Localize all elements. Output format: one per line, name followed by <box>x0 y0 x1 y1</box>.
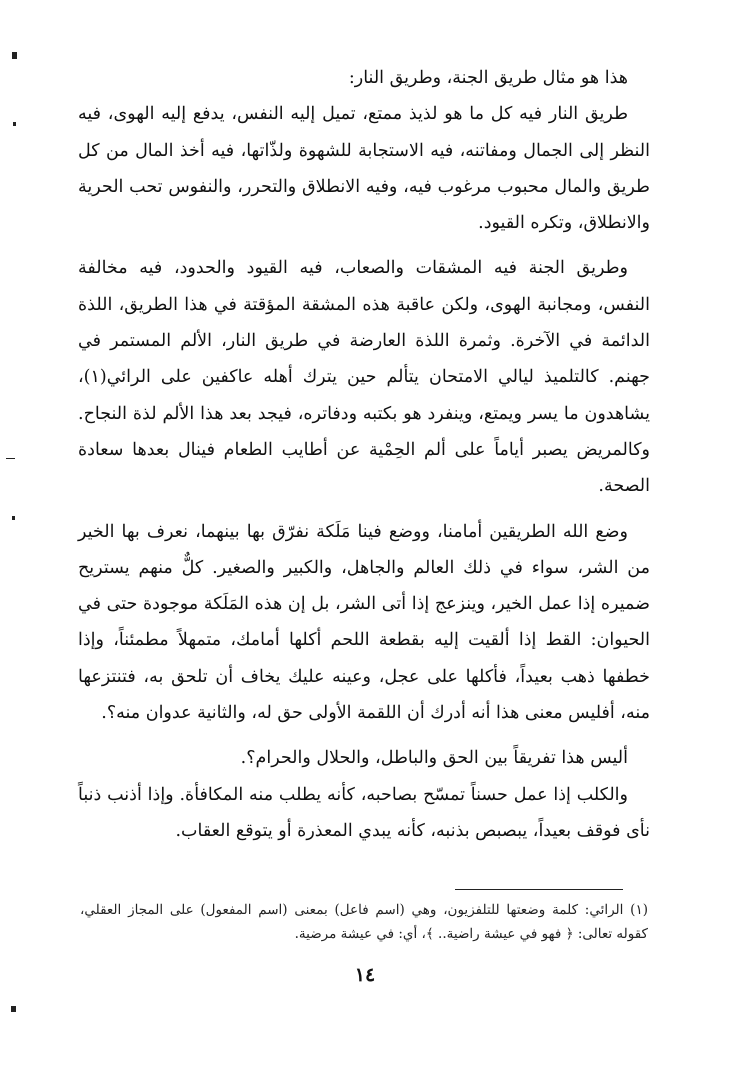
paragraph: طريق النار فيه كل ما هو لذيذ ممتع، تميل إليه النفس، يدفع إليه الهوى، فيه النظر إلى الجمال ومفاتنه، فيه الاستجابة للشهوة ولذّاتها، فيه أخذ المال من كل طريق والمال محبوب مرغوب فيه، وفيه الانطلاق والتحرر، والنفوس تحب الحرية والانطلاق، وتكره القيود. <box>78 104 650 234</box>
paragraph: والكلب إذا عمل حسناً تمسّح بصاحبه، كأنه يطلب منه المكافأة. وإذا أذنب ذنباً نأى فوقف بعيداً، يبصبص بذنبه، كأنه يبدي المعذرة أو يتوقع العقاب. <box>78 784 650 841</box>
paragraph: أليس هذا تفريقاً بين الحق والباطل، والحلال والحرام؟. <box>240 748 628 769</box>
footnote-divider <box>455 889 623 890</box>
body-text <box>78 60 650 849</box>
footnote: (١) الرائي: كلمة وضعتها للتلفزيون، وهي (اسم فاعل) بمعنى (اسم المفعول) على المجاز العقلي، كقوله تعالى: ﴿ فهو في عيشة راضية.. ﴾، أي: في عيشة مرضية. <box>80 902 648 942</box>
paragraph: وضع الله الطريقين أمامنا، ووضع فينا مَلَكة نفرّق بها بينهما، نعرف بها الخير من الشر، سواء في ذلك العالم والجاهل، والكبير والصغير. كلٌّ منهم يستريح ضميره إذا عمل الخير، وينزعج إذا أتى الشر، بل إن هذه المَلَكة موجودة حتى في الحيوان: القط إذا ألقيت إليه بقطعة اللحم أكلها أمامك، متمهلاً مطمئناً، وإذا خطفها ذهب بعيداً، فأكلها على عجل، وعينه عليك يخاف أن تلحق به، فتنتزعها منه، أفليس معنى هذا أنه أدرك أن اللقمة الأولى حق له، والثانية عدوان منه؟. <box>78 521 650 724</box>
scan-mark <box>12 52 17 59</box>
page-number: ١٤ <box>354 964 376 986</box>
paragraph: هذا هو مثال طريق الجنة، وطريق النار: <box>348 68 628 88</box>
scan-mark <box>13 122 16 126</box>
scan-mark <box>6 458 15 459</box>
scan-mark <box>11 1006 16 1012</box>
scan-mark <box>12 516 15 520</box>
paragraph: وطريق الجنة فيه المشقات والصعاب، فيه القيود والحدود، فيه مخالفة النفس، ومجانبة الهوى، ولكن عاقبة هذه المشقة المؤقتة في هذا الطريق، اللذة الدائمة في الآخرة. وثمرة اللذة العارضة في طريق النار، الألم المستمر في جهنم. كالتلميذ ليالي الامتحان يتألم حين يترك أهله عاكفين على الرائي(١)، يشاهدون ما يسر ويمتع، وينفرد هو بكتبه ودفاتره، فيجد بعد هذا الألم لذة النجاح. وكالمريض يصبر أياماً على ألم الحِمْية عن أطايب الطعام فينال بعدها سعادة الصحة. <box>78 258 650 497</box>
